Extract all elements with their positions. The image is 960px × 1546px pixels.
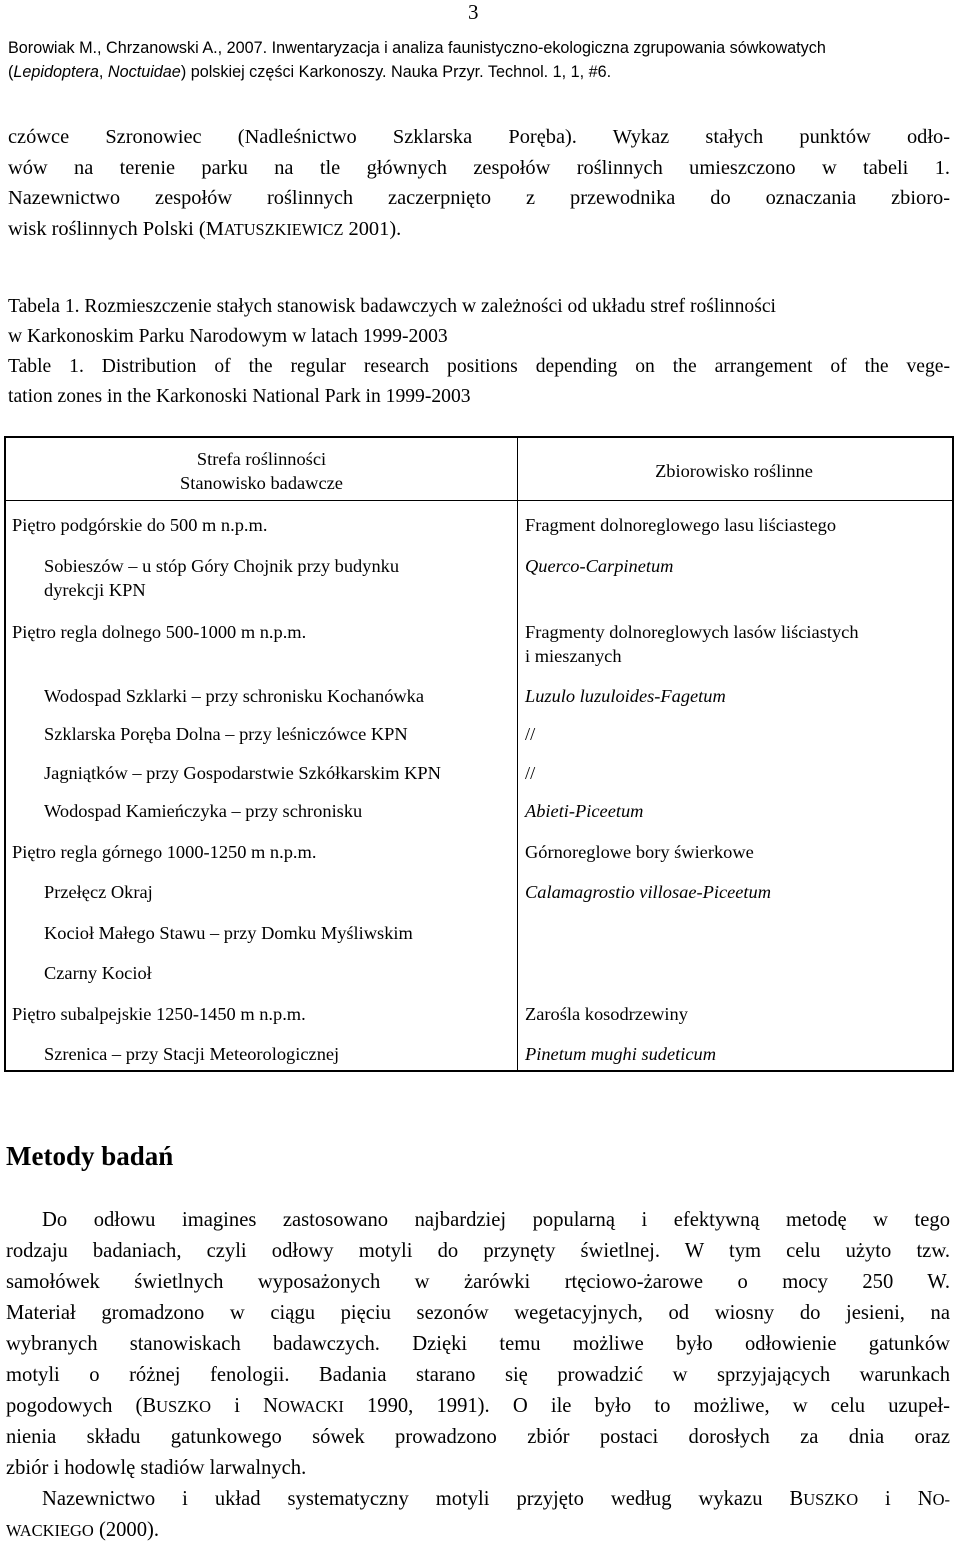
methods-paragraph <box>6 1205 950 1546</box>
author-smallcaps: WACKIEGO <box>6 1521 94 1540</box>
author-initial: N <box>917 1488 933 1510</box>
site-label: Przełęcz Okraj <box>44 882 153 902</box>
header-zone: Strefa roślinności <box>196 449 327 469</box>
citation-taxon-family: Noctuidae <box>107 63 181 81</box>
methods-text: pogodowych ( <box>6 1395 143 1417</box>
community-line: Fragmenty dolnoreglowych lasów liściastych <box>525 622 859 642</box>
methods-line: Materiał gromadzono w ciągu pięciu sezonów wegetacyjnych, od wiosny do jesieni, na <box>6 1302 950 1324</box>
author-smallcaps: USZKO <box>803 1490 859 1509</box>
methods-line: Do odłowu imagines zastosowano najbardziej popularną i efektywną metodę w tego <box>42 1209 950 1231</box>
intro-text: 2001). <box>343 217 402 240</box>
site-line: dyrekcji KPN <box>44 580 146 600</box>
table-caption <box>8 292 950 412</box>
zone-label: Piętro regla górnego 1000-1250 m n.p.m. <box>12 842 317 862</box>
author-initial: B <box>142 1395 157 1417</box>
intro-line <box>8 214 950 246</box>
author-smallcaps: O- <box>932 1490 950 1509</box>
citation-taxon-order: Lepidoptera <box>13 63 99 81</box>
author-smallcaps: OWACKI <box>277 1397 344 1416</box>
intro-line: Nazewnictwo zespołów roślinnych zaczerpnięto z przewodnika do oznaczania zbioro- <box>8 187 950 209</box>
data-table <box>4 436 954 1072</box>
author-smallcaps: ATUSZKIEWICZ <box>223 219 344 239</box>
site-label: Jagniątków – przy Gospodarstwie Szkółkarskim KPN <box>44 763 441 783</box>
ditto-mark: // <box>525 724 536 744</box>
community-label: Zarośla kosodrzewiny <box>525 1004 688 1024</box>
community-label: Fragment dolnoreglowego lasu liściastego <box>525 515 837 535</box>
methods-line <box>6 1515 950 1546</box>
community-latin: Pinetum mughi sudeticum <box>525 1044 717 1064</box>
zone-label: Piętro subalpejskie 1250-1450 m n.p.m. <box>12 1004 306 1024</box>
citation-line-2 <box>8 60 954 84</box>
zone-label: Piętro podgórskie do 500 m n.p.m. <box>12 515 268 535</box>
intro-line: wów na terenie parku na tle głównych zespołów roślinnych umieszczono w tabeli 1. <box>8 156 950 179</box>
methods-text: (2000). <box>93 1519 160 1541</box>
methods-text: i <box>858 1488 918 1510</box>
section-heading: Metody badań <box>6 1141 174 1171</box>
author-initial: N <box>263 1395 278 1417</box>
intro-text: wisk roślinnych Polski ( <box>8 217 206 240</box>
site-label: Wodospad Szklarki – przy schronisku Kochanówka <box>44 686 425 706</box>
header-zone-site <box>6 447 517 495</box>
site-label: Wodospad Kamieńczyka – przy schronisku <box>44 801 363 821</box>
methods-text: Nazewnictwo i układ systematyczny motyli przyjęto według wykazu <box>42 1488 790 1510</box>
methods-line <box>6 1484 950 1515</box>
citation-header <box>8 36 954 84</box>
site-line: Sobieszów – u stóp Góry Chojnik przy budynku <box>44 556 400 576</box>
community-latin: Luzulo luzuloides-Fagetum <box>525 686 726 706</box>
citation-comma: , <box>98 63 108 81</box>
community-latin: Calamagrostio villosae-Piceetum <box>525 882 772 902</box>
community-label: Górnoreglowe bory świerkowe <box>525 842 754 862</box>
methods-line: rodzaju badaniach, czyli odłowy motyli do przynęty świetlnej. W tym celu użyto tzw. <box>6 1240 950 1262</box>
intro-paragraph <box>8 122 950 245</box>
author-initial: M <box>205 217 224 240</box>
header-divider <box>6 500 952 501</box>
site-label <box>44 554 399 602</box>
caption-en-line-2: tation zones in the Karkonoski National Park in 1999-2003 <box>8 386 471 407</box>
community-latin: Abieti-Piceetum <box>525 801 644 821</box>
ditto-mark: // <box>525 763 536 783</box>
community-line: i mieszanych <box>525 646 622 666</box>
site-label: Kocioł Małego Stawu – przy Domku Myśliwskim <box>44 923 413 943</box>
zone-label: Piętro regla dolnego 500-1000 m n.p.m. <box>12 622 307 642</box>
citation-paren: ( <box>8 63 14 81</box>
citation-rest: ) polskiej części Karkonoszy. Nauka Przyr. Technol. 1, 1, #6. <box>180 63 612 81</box>
site-label: Czarny Kocioł <box>44 963 152 983</box>
site-label: Szrenica – przy Stacji Meteorologicznej <box>44 1044 340 1064</box>
methods-line: nienia składu gatunkowego sówek prowadzono zbiór postaci dorosłych za dnia oraz <box>6 1426 950 1448</box>
methods-line: motyli o różnej fenologii. Badania starano się prowadzić w sprzyjających warunkach <box>6 1364 950 1386</box>
community-label <box>525 620 859 668</box>
caption-pl-line-1: Tabela 1. Rozmieszczenie stałych stanowisk badawczych w zależności od układu stref roślinności <box>8 296 776 317</box>
column-divider <box>517 438 518 1070</box>
methods-text: i <box>211 1395 264 1417</box>
page-number: 3 <box>468 0 479 24</box>
methods-line <box>6 1391 950 1422</box>
caption-pl-line-2: w Karkonoskim Parku Narodowym w latach 1999-2003 <box>8 326 448 347</box>
methods-line: wybranych stanowiskach badawczych. Dzięki temu możliwe było odłowienie gatunków <box>6 1333 950 1355</box>
author-smallcaps: USZKO <box>156 1397 212 1416</box>
header-site: Stanowisko badawcze <box>180 473 343 493</box>
methods-line: samołówek świetlnych wyposażonych w żarówki rtęciowo-żarowe o mocy 250 W. <box>6 1271 950 1293</box>
site-label: Szklarska Poręba Dolna – przy leśniczówce KPN <box>44 724 408 744</box>
methods-line: zbiór i hodowlę stadiów larwalnych. <box>6 1457 307 1479</box>
caption-en-line-1: Table 1. Distribution of the regular research positions depending on the arrangement of the vege- <box>8 356 950 377</box>
author-initial: B <box>789 1488 804 1510</box>
methods-text: 1990, 1991). O ile było to możliwe, w celu uzupeł- <box>343 1395 950 1417</box>
citation-line-1: Borowiak M., Chrzanowski A., 2007. Inwentaryzacja i analiza faunistyczno-ekologiczna zgrupowania sówkowatych <box>8 39 826 57</box>
header-community: Zbiorowisko roślinne <box>655 461 813 481</box>
community-latin: Querco-Carpinetum <box>525 556 674 576</box>
intro-line: czówce Szronowiec (Nadleśnictwo Szklarska Poręba). Wykaz stałych punktów odło- <box>8 126 950 148</box>
